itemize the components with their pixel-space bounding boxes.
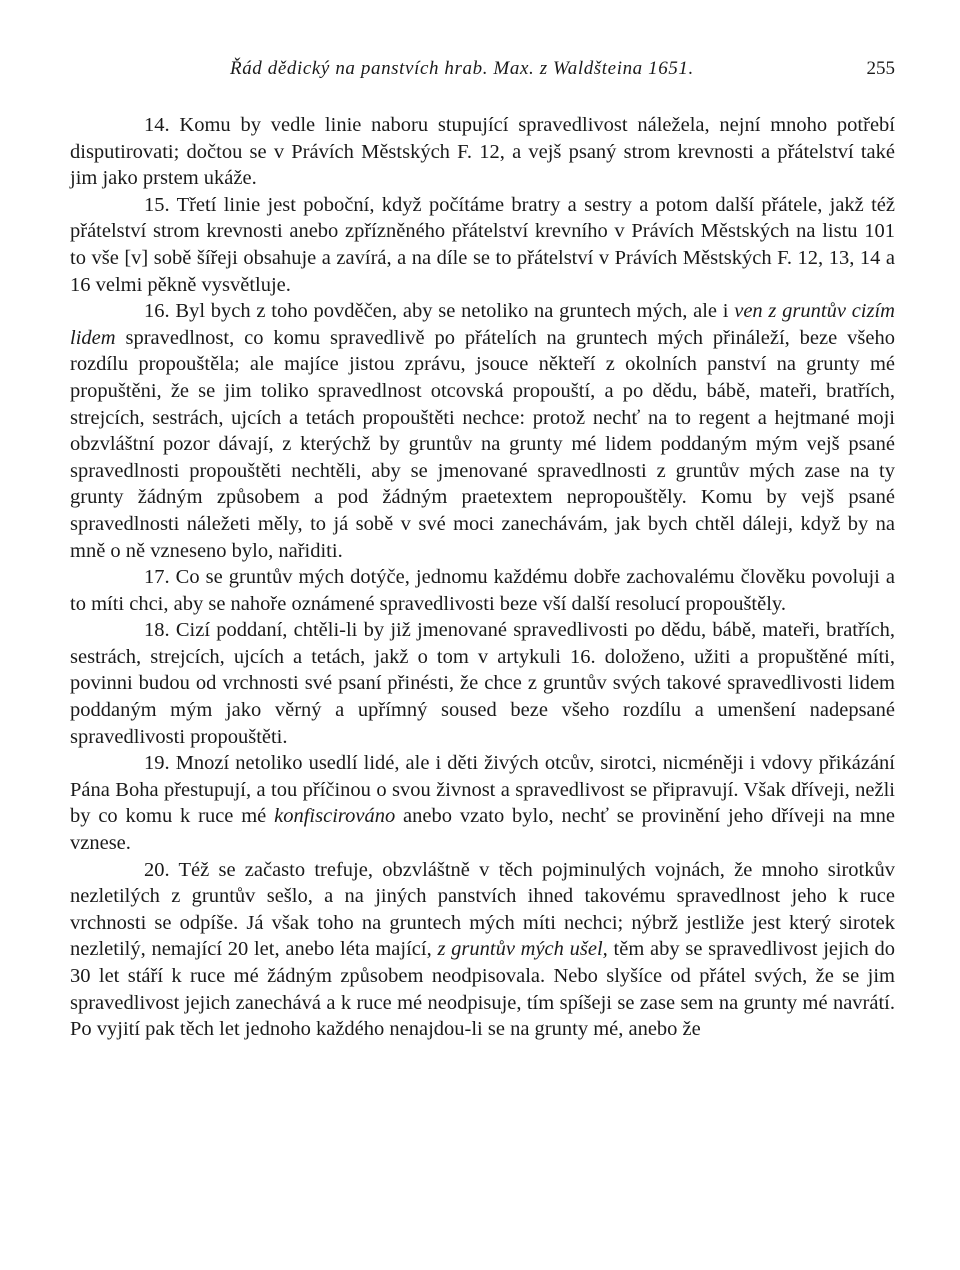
paragraph-text: těm aby se spravedlivost jejich do 30 let stáří k ruce mé žádným způsobem neodpisovala. Nebo slyšíce od přátel svých, že se jim spravedlivost jejich zanechává a k ruce mé neodpisuje, tím spíšeji se zase sem na grunty mé navrátí. Po vyjití pak těch let jednoho každého nenajdou-li se na grunty mé, anebo že	[70, 938, 895, 1041]
paragraph-text: 19. Mnozí netoliko usedlí lidé, ale i děti živých otcův, sirotci, nicméněji i vdovy přikázání Pána Boha přestupují, a tou příčinou o svou živnost a spravedlivost se připravují. Však dříveji, nežli by co komu k ruce mé	[70, 752, 895, 828]
page-header	[70, 58, 895, 90]
paragraph	[70, 192, 895, 298]
paragraph-text: 20. Též se začasto trefuje, obzvláštně v těch pojminulých vojnách, že mnoho sirotkův nezletilých z gruntův sešlo, a na jiných panstvích ihned takovému spravedlnost jeho k ruce vrchnosti se odpíše. Já však toho na gruntech mých míti nechci; nýbrž jestliže jest který sirotek nezletilý, nemající 20 let, anebo léta mající,	[70, 858, 895, 961]
paragraph	[70, 298, 895, 564]
paragraph	[70, 564, 895, 617]
paragraph-text: spravedlnost, co komu spravedlivě po přátelích na gruntech mých přináleží, beze všeho rozdílu propouštěla; ale majíce jistou zprávu, jsouce někteří z okolních panství na grunty mé propuštěni, že se jim toliko spravedlnost otcovská propouští, a po dědu, bábě, mateři, bratřích, strejcích, sestrách, ujcích a tetách propouštěti nechce: protož nechť na to regent a hejtmané moji obzvláštní pozor dávají, z kterýchž by gruntův na grunty mé lidem poddaným mým vejš psané spravedlnosti propouštěti nechtěli, aby se jmenované spravedlnosti z gruntův mých zase na ty grunty žádným způsobem a pod žádným praetextem nepropouštěly. Komu by vejš psané spravedlnosti náležeti měly, to já sobě v své moci zanechávám, jak bych chtěl dáleji, když by na mně o ně vzneseno bylo, nařiditi.	[70, 326, 895, 562]
body-text	[70, 112, 895, 1043]
paragraph-text: 18. Cizí poddaní, chtěli-li by již jmenované spravedlivosti po dědu, bábě, mateři, bratřích, sestrách, strejcích, ujcích a tetách, jakž o tom v artykuli 16. doloženo, užiti a propuštěné míti, povinni budou od vrchnosti své psaní přinésti, že chce z gruntův svých takové spravedlivosti lidem poddaným mým jako věrný a upřímný soused beze všeho rozdílu a umenšení nadepsané spravedlivosti propouštěti.	[70, 619, 895, 748]
paragraph-text: 17. Co se gruntův mých dotýče, jednomu každému dobře zachovalému člověku povoluji a to míti chci, aby se nahoře oznámené spravedlivosti beze vší další resolucí propouštěly.	[70, 566, 895, 615]
italic-text: ven z gruntův cizím lidem	[70, 300, 895, 349]
paragraph	[70, 112, 895, 192]
paragraph	[70, 617, 895, 750]
paragraph-text: 14. Komu by vedle linie naboru stupující spravedlivost náležela, nejní mnoho potřebí disputirovati; dočtou se v Právích Městských F. 12, a vejš psaný strom krevnosti a přátelství také jim jako prstem ukáže.	[70, 114, 895, 190]
paragraph	[70, 857, 895, 1043]
paragraph-text: anebo vzato bylo, nechť se provinění jeho dříveji na mne vznese.	[70, 805, 895, 855]
italic-text: konfiscirováno	[274, 805, 396, 828]
page-number: 255	[866, 58, 895, 79]
running-title: Řád dědický na panstvích hrab. Max. z Waldšteina 1651.	[230, 58, 694, 79]
italic-text: z gruntův mých ušel,	[437, 938, 608, 961]
paragraph-text: 16. Byl bych z toho povděčen, aby se netoliko na gruntech mých, ale i	[144, 300, 735, 323]
paragraph-text: 15. Třetí linie jest poboční, když počítáme bratry a sestry a potom další přátele, jakž též přátelství strom krevnosti anebo zpřízněného přátelství krevního v Právích Městských na listu 101 to vše [v] sobě šířeji obsahuje a zavírá, a na díle se to přátelství v Právích Městských F. 12, 13, 14 a 16 velmi pěkně vysvětluje.	[70, 193, 895, 296]
paragraph	[70, 750, 895, 856]
